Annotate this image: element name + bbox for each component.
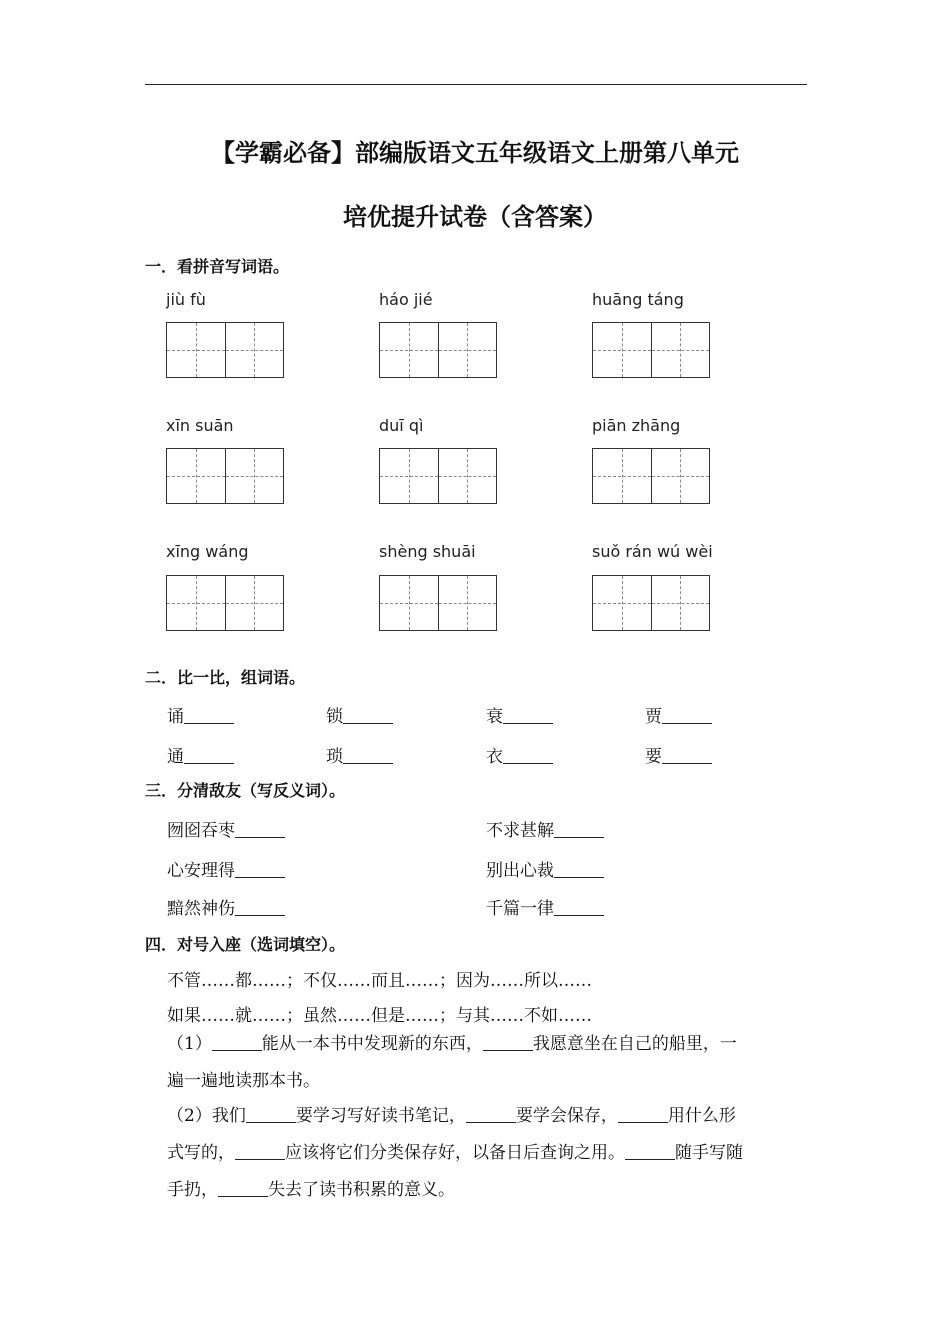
page-subtitle: 培优提升试卷（含答案） bbox=[343, 203, 607, 231]
writing-grid[interactable] bbox=[379, 575, 497, 631]
pinyin-label: jiù fù bbox=[166, 290, 206, 309]
pinyin-label: xīn suān bbox=[166, 416, 234, 435]
word-item: 贾 bbox=[645, 702, 712, 727]
idiom-item: 别出心裁 bbox=[486, 856, 604, 881]
pinyin-label: shèng shuāi bbox=[379, 542, 476, 561]
answer-blank[interactable] bbox=[235, 861, 285, 878]
writing-grid[interactable] bbox=[166, 575, 284, 631]
writing-grid[interactable] bbox=[592, 448, 710, 504]
answer-blank[interactable] bbox=[554, 821, 604, 838]
top-rule bbox=[145, 84, 807, 85]
answer-blank[interactable] bbox=[343, 747, 393, 764]
answer-blank[interactable] bbox=[483, 1034, 533, 1051]
answer-blank[interactable] bbox=[235, 899, 285, 916]
options-line: 不管……都……；不仅……而且……；因为……所以…… bbox=[167, 971, 592, 991]
pinyin-label: suǒ rán wú wèi bbox=[592, 542, 713, 561]
answer-blank[interactable] bbox=[343, 707, 393, 724]
answer-blank[interactable] bbox=[212, 1034, 262, 1051]
writing-grid[interactable] bbox=[379, 448, 497, 504]
pinyin-label: háo jié bbox=[379, 290, 433, 309]
writing-grid[interactable] bbox=[592, 575, 710, 631]
answer-blank[interactable] bbox=[554, 861, 604, 878]
word-item: 通 bbox=[167, 742, 234, 767]
pinyin-label: piān zhāng bbox=[592, 416, 681, 435]
question-1: （1） 能从一本书中发现新的东西， 我愿意坐在自己的船里，一 bbox=[167, 1034, 737, 1054]
idiom-item: 囫囵吞枣 bbox=[167, 816, 285, 841]
question-2: （2）我们 要学习写好读书笔记， 要学会保存， 用什么形 bbox=[167, 1106, 736, 1126]
word-item: 衰 bbox=[486, 702, 553, 727]
answer-blank[interactable] bbox=[246, 1106, 296, 1123]
answer-blank[interactable] bbox=[466, 1106, 516, 1123]
answer-blank[interactable] bbox=[184, 707, 234, 724]
answer-blank[interactable] bbox=[554, 899, 604, 916]
writing-grid[interactable] bbox=[166, 322, 284, 378]
answer-blank[interactable] bbox=[235, 821, 285, 838]
writing-grid[interactable] bbox=[592, 322, 710, 378]
word-item: 琐 bbox=[326, 742, 393, 767]
word-item: 诵 bbox=[167, 702, 234, 727]
idiom-item: 黯然神伤 bbox=[167, 894, 285, 919]
answer-blank[interactable] bbox=[503, 707, 553, 724]
answer-blank[interactable] bbox=[618, 1106, 668, 1123]
word-item: 锁 bbox=[326, 702, 393, 727]
page-title: 【学霸必备】部编版语文五年级语文上册第八单元 bbox=[211, 139, 739, 167]
answer-blank[interactable] bbox=[218, 1180, 268, 1197]
word-item: 衣 bbox=[486, 742, 553, 767]
section4-heading: 四．对号入座（选词填空）。 bbox=[145, 935, 346, 954]
writing-grid[interactable] bbox=[166, 448, 284, 504]
section3-heading: 三．分清敌友（写反义词）。 bbox=[145, 781, 346, 800]
options-line: 如果……就……；虽然……但是……；与其……不如…… bbox=[167, 1006, 592, 1026]
answer-blank[interactable] bbox=[662, 747, 712, 764]
answer-blank[interactable] bbox=[625, 1143, 675, 1160]
idiom-item: 千篇一律 bbox=[486, 894, 604, 919]
word-item: 要 bbox=[645, 742, 712, 767]
pinyin-label: duī qì bbox=[379, 416, 424, 435]
section1-heading: 一．看拼音写词语。 bbox=[145, 257, 290, 276]
question-1-cont: 遍一遍地读那本书。 bbox=[167, 1071, 320, 1091]
writing-grid[interactable] bbox=[379, 322, 497, 378]
answer-blank[interactable] bbox=[235, 1143, 285, 1160]
question-2-cont: 式写的， 应该将它们分类保存好，以备日后查询之用。 随手写随 bbox=[167, 1143, 743, 1163]
idiom-item: 不求甚解 bbox=[486, 816, 604, 841]
pinyin-label: huāng táng bbox=[592, 290, 684, 309]
pinyin-label: xīng wáng bbox=[166, 542, 249, 561]
answer-blank[interactable] bbox=[184, 747, 234, 764]
idiom-item: 心安理得 bbox=[167, 856, 285, 881]
section2-heading: 二．比一比，组词语。 bbox=[145, 668, 306, 687]
question-2-end: 手扔， 失去了读书积累的意义。 bbox=[167, 1180, 455, 1200]
answer-blank[interactable] bbox=[662, 707, 712, 724]
answer-blank[interactable] bbox=[503, 747, 553, 764]
